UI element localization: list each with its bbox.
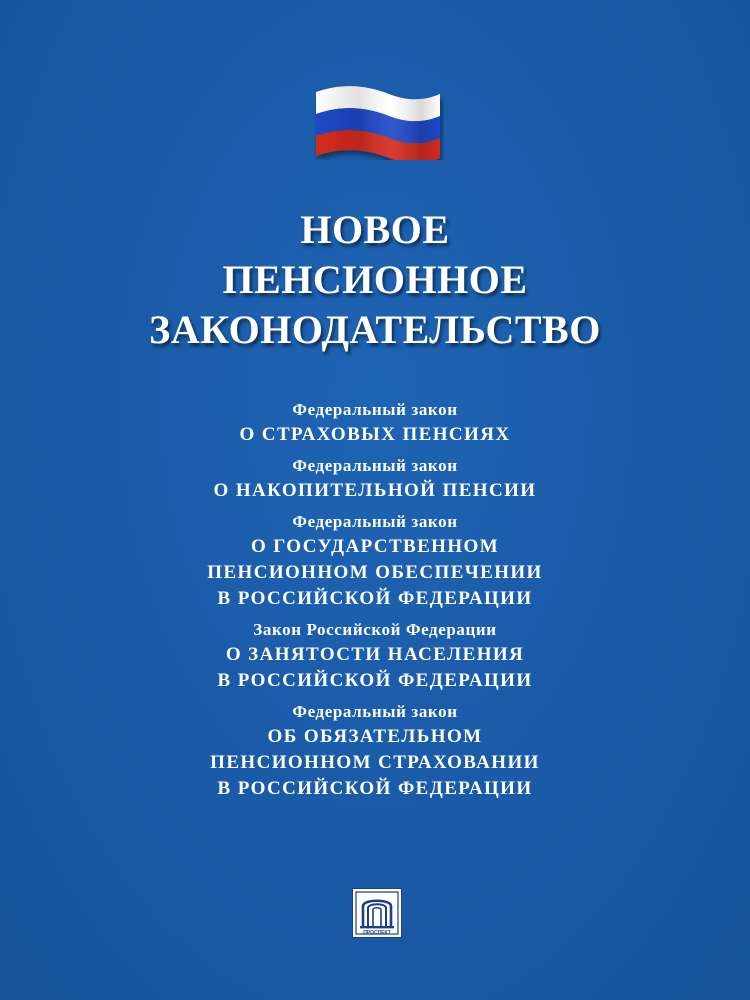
law-name	[0, 534, 750, 612]
laws-list	[0, 398, 750, 808]
book-title-line: НОВОЕ	[300, 207, 450, 252]
law-kind: Закон Российской Федерации	[253, 620, 497, 639]
law-name	[0, 422, 750, 448]
law-kind: Федеральный закон	[292, 512, 458, 531]
law-item	[0, 510, 750, 612]
book-title-line: ЗАКОНОДАТЕЛЬСТВО	[149, 307, 601, 352]
law-name-line: В РОССИЙСКОЙ ФЕДЕРАЦИИ	[217, 670, 533, 691]
law-name	[0, 478, 750, 504]
law-kind: Федеральный закон	[292, 400, 458, 419]
law-item	[0, 700, 750, 802]
law-name-line: В РОССИЙСКОЙ ФЕДЕРАЦИИ	[217, 778, 533, 799]
law-item	[0, 398, 750, 448]
law-name	[0, 642, 750, 694]
law-name-line: ОБ ОБЯЗАТЕЛЬНОМ	[267, 726, 483, 747]
law-kind: Федеральный закон	[292, 702, 458, 721]
prospekt-publisher-logo-icon	[352, 888, 402, 938]
law-item	[0, 618, 750, 694]
law-name-line: О ЗАНЯТОСТИ НАСЕЛЕНИЯ	[225, 644, 525, 665]
law-name-line: В РОССИЙСКОЙ ФЕДЕРАЦИИ	[217, 588, 533, 609]
book-title-line: ПЕНСИОННОЕ	[222, 257, 528, 302]
book-title	[0, 205, 750, 355]
law-item	[0, 454, 750, 504]
law-kind: Федеральный закон	[292, 456, 458, 475]
law-name-line: ПЕНСИОННОМ СТРАХОВАНИИ	[210, 752, 540, 773]
publisher-logo-text: ПРОСПЕКТ	[363, 930, 391, 936]
law-name-line: О НАКОПИТЕЛЬНОЙ ПЕНСИИ	[213, 480, 537, 501]
law-name-line: О СТРАХОВЫХ ПЕНСИЯХ	[239, 424, 511, 445]
law-name-line: О ГОСУДАРСТВЕННОМ	[250, 536, 500, 557]
law-name-line: ПЕНСИОННОМ ОБЕСПЕЧЕНИИ	[207, 562, 543, 583]
russian-flag-icon	[314, 80, 444, 160]
law-name	[0, 724, 750, 802]
